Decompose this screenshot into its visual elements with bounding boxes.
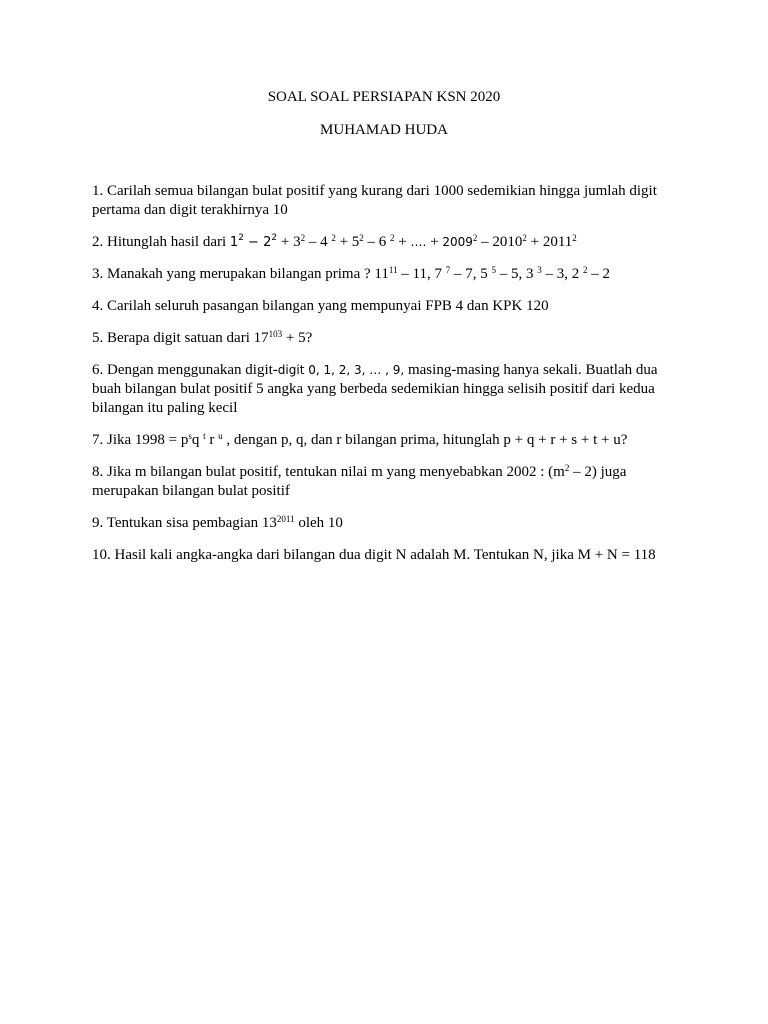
question-list: [92, 182, 667, 578]
document-title: SOAL SOAL PERSIAPAN KSN 2020: [267, 89, 501, 105]
question-9: 9. Tentukan sisa pembagian $13^{2011}$ oleh 10: [92, 514, 343, 531]
document-author: MUHAMAD HUDA: [320, 122, 448, 138]
question-3: 3. Manakah yang merupakan bilangan prima ? $11^{11} - 11$, 7 $^7$ – 7, 5 $^5$ – 5, 3 $^3$ – 3, 2 $^2$ – 2: [92, 265, 610, 282]
question-1: 1. Carilah semua bilangan bulat positif yang kurang dari 1000 sedemikian hingga jumlah digit pertama dan digit terakhirnya 10: [92, 183, 657, 218]
question-7: 7. Jika $1998 = p^sq$ $^t$ r $^u$ , dengan p, q, dan r bilangan prima, hitunglah p + q + r + s + t + u?: [92, 431, 628, 448]
question-5: 5. Berapa digit satuan dari $17^{103} + 5$?: [92, 329, 313, 346]
question-2: 2. Hitunglah hasil dari $1^2 - 2^2 + 3^2 - 4$ $^2 + 5^2 - 6$ $^2$ + …. + $2009^2 - 2010^2 + 2011^2$: [92, 233, 577, 250]
question-8: 8. Jika m bilangan bulat positif, tentukan nilai m yang menyebabkan 2002 : $(m^2 - 2)$ juga merupakan bilangan bulat positif: [92, 463, 627, 499]
question-10: 10. Hasil kali angka-angka dari bilangan dua digit N adalah M. Tentukan N, jika M + N = 118: [92, 547, 656, 563]
question-6: 6. Dengan menggunakan digit-digit 0, 1, 2, 3, … , 9, masing-masing hanya sekali. Buatlah dua buah bilangan bulat positif 5 angka yang berbeda sedemikian hingga selisih positif dari kedua bilangan itu paling kecil: [92, 362, 658, 416]
question-4: 4. Carilah seluruh pasangan bilangan yang mempunyai FPB 4 dan KPK 120: [92, 298, 549, 314]
